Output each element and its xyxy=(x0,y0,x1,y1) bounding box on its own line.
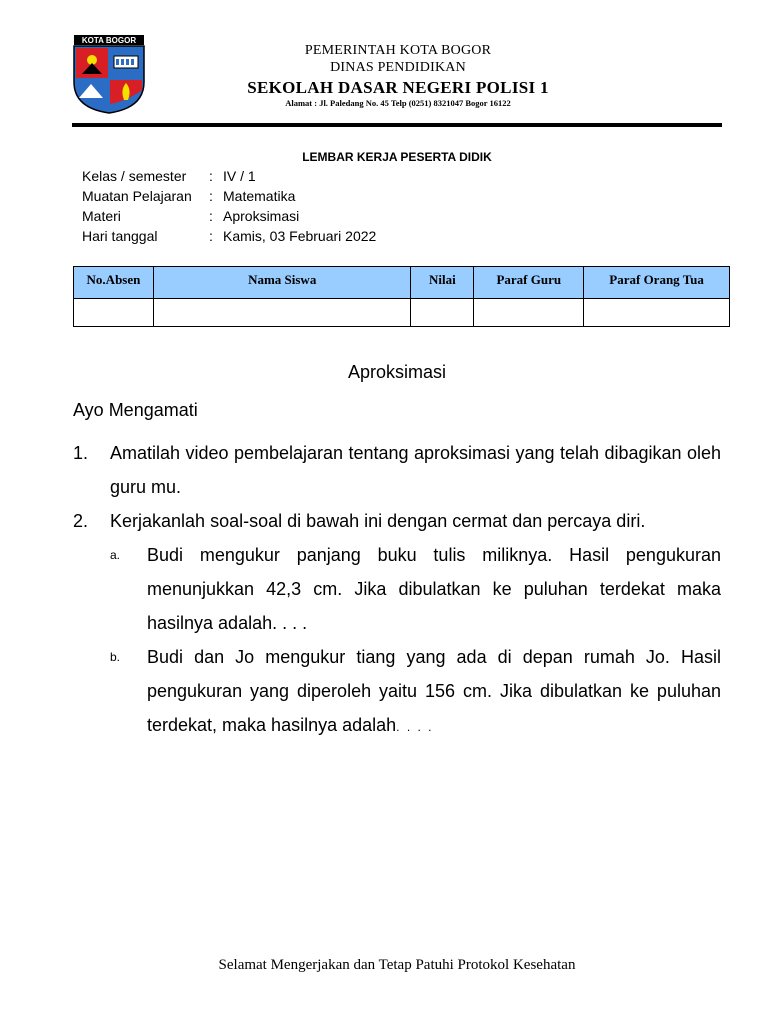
item-number: 2. xyxy=(73,511,89,531)
sub-item-mark: b. xyxy=(110,650,121,664)
cell-attendance-number[interactable] xyxy=(74,299,154,327)
info-row-date xyxy=(82,226,376,246)
sub-item xyxy=(110,640,721,744)
cell-teacher-signature[interactable] xyxy=(474,299,584,327)
letterhead-address: Alamat : Jl. Paledang No. 45 Telp (0251) 8321047 Bogor 16122 xyxy=(285,98,511,108)
column-header-student-name: Nama Siswa xyxy=(153,267,411,299)
info-label: Materi xyxy=(82,208,121,224)
worksheet-info xyxy=(82,166,376,246)
worksheet-title: LEMBAR KERJA PESERTA DIDIK xyxy=(302,150,492,164)
info-label: Hari tanggal xyxy=(82,228,158,244)
kota-bogor-emblem-icon xyxy=(73,34,145,114)
list-item xyxy=(73,436,721,504)
letterhead-divider xyxy=(72,123,722,127)
letterhead-government: PEMERINTAH KOTA BOGOR xyxy=(304,43,492,58)
column-header-attendance-number: No.Absen xyxy=(74,267,154,299)
info-label: Kelas / semester xyxy=(82,168,187,184)
table-row xyxy=(74,299,730,327)
item-text: Amatilah video pembelajaran tentang aproksimasi yang telah dibagikan oleh guru mu. xyxy=(110,443,721,497)
column-header-parent-signature: Paraf Orang Tua xyxy=(584,267,730,299)
sub-item-text: Budi dan Jo mengukur tiang yang ada di depan rumah Jo. Hasil pengukuran yang diperoleh yaitu 156 cm. Jika dibulatkan ke puluhan terdekat, maka hasilnya adalah xyxy=(147,647,721,735)
info-colon: : xyxy=(209,228,213,244)
footer-message: Selamat Mengerjakan dan Tetap Patuhi Protokol Kesehatan xyxy=(218,957,576,973)
info-row-class xyxy=(82,166,376,186)
info-value: Matematika xyxy=(223,188,296,204)
info-value: IV / 1 xyxy=(223,168,256,184)
info-colon: : xyxy=(209,168,213,184)
cell-parent-signature[interactable] xyxy=(584,299,730,327)
info-value: Kamis, 03 Februari 2022 xyxy=(223,228,377,244)
letterhead-school-name: SEKOLAH DASAR NEGERI POLISI 1 xyxy=(247,78,549,97)
cell-score[interactable] xyxy=(411,299,474,327)
info-label: Muatan Pelajaran xyxy=(82,188,192,204)
list-item xyxy=(73,504,721,744)
item-text: Kerjakanlah soal-soal di bawah ini dengan cermat dan percaya diri. xyxy=(110,511,646,531)
cell-student-name[interactable] xyxy=(153,299,411,327)
info-colon: : xyxy=(209,188,213,204)
info-colon: : xyxy=(209,208,213,224)
instruction-list xyxy=(73,436,721,744)
sub-item-text: Budi mengukur panjang buku tulis miliknya. Hasil pengukuran menunjukkan 42,3 cm. Jika dibulatkan ke puluhan terdekat maka hasilnya adalah. . . . xyxy=(147,545,721,633)
content-title: Aproksimasi xyxy=(347,362,447,382)
column-header-teacher-signature: Paraf Guru xyxy=(474,267,584,299)
section-heading: Ayo Mengamati xyxy=(73,400,198,420)
item-number: 1. xyxy=(73,443,89,463)
letterhead-department: DINAS PENDIDIKAN xyxy=(330,60,466,75)
info-value: Aproksimasi xyxy=(223,208,300,224)
emblem-caption: KOTA BOGOR xyxy=(81,36,137,45)
student-table xyxy=(73,266,730,327)
table-header-row xyxy=(74,267,730,299)
column-header-score: Nilai xyxy=(411,267,474,299)
info-row-subject xyxy=(82,186,376,206)
info-row-material xyxy=(82,206,376,226)
sub-item xyxy=(110,538,721,640)
sub-item-ellipsis: . . . . xyxy=(396,720,434,734)
sub-item-mark: a. xyxy=(110,548,121,562)
